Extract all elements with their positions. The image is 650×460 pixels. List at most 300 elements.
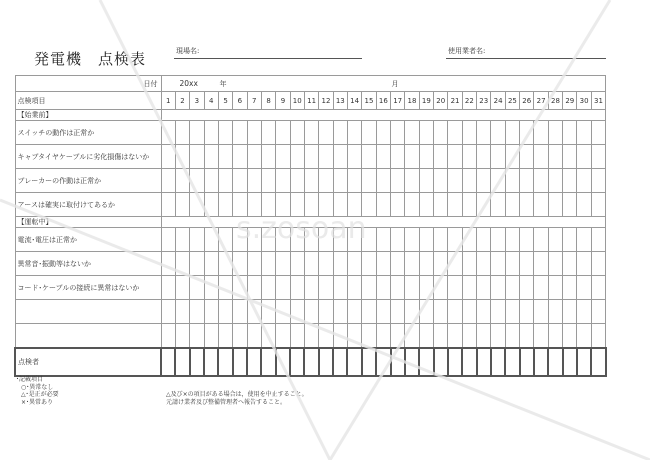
check-cell[interactable] [434,193,448,217]
inspector-cell[interactable] [190,348,204,376]
check-cell[interactable] [161,169,175,193]
check-cell[interactable] [204,228,218,252]
check-cell[interactable] [391,300,405,324]
check-cell[interactable] [347,228,361,252]
check-cell[interactable] [175,121,189,145]
check-cell[interactable] [175,252,189,276]
check-cell[interactable] [362,193,376,217]
check-cell[interactable] [434,252,448,276]
check-cell[interactable] [347,324,361,349]
check-cell[interactable] [247,300,261,324]
check-cell[interactable] [261,169,275,193]
check-cell[interactable] [376,169,390,193]
check-cell[interactable] [534,300,548,324]
check-cell[interactable] [391,145,405,169]
check-cell[interactable] [204,193,218,217]
check-cell[interactable] [591,252,605,276]
check-cell[interactable] [405,252,419,276]
check-cell[interactable] [247,228,261,252]
inspector-cell[interactable] [419,348,433,376]
check-cell[interactable] [333,324,347,349]
inspector-cell[interactable] [520,348,534,376]
check-cell[interactable] [261,145,275,169]
check-cell[interactable] [204,169,218,193]
check-cell[interactable] [190,324,204,349]
check-cell[interactable] [477,252,491,276]
check-cell[interactable] [462,121,476,145]
inspector-cell[interactable] [362,348,376,376]
check-cell[interactable] [534,228,548,252]
check-cell[interactable] [462,228,476,252]
check-cell[interactable] [233,169,247,193]
check-cell[interactable] [534,252,548,276]
check-cell[interactable] [577,324,591,349]
check-cell[interactable] [362,145,376,169]
check-cell[interactable] [376,193,390,217]
check-cell[interactable] [477,228,491,252]
check-cell[interactable] [304,169,318,193]
check-cell[interactable] [405,324,419,349]
check-cell[interactable] [405,169,419,193]
check-cell[interactable] [247,193,261,217]
inspector-cell[interactable] [261,348,275,376]
check-cell[interactable] [376,252,390,276]
check-cell[interactable] [505,169,519,193]
check-cell[interactable] [577,145,591,169]
check-cell[interactable] [233,300,247,324]
inspector-cell[interactable] [434,348,448,376]
check-cell[interactable] [376,145,390,169]
check-cell[interactable] [161,252,175,276]
check-cell[interactable] [247,145,261,169]
check-cell[interactable] [233,193,247,217]
check-cell[interactable] [304,276,318,300]
check-cell[interactable] [548,121,562,145]
inspector-cell[interactable] [491,348,505,376]
check-cell[interactable] [434,276,448,300]
check-cell[interactable] [290,145,304,169]
inspector-cell[interactable] [175,348,189,376]
check-cell[interactable] [505,193,519,217]
check-cell[interactable] [419,276,433,300]
check-cell[interactable] [319,228,333,252]
check-cell[interactable] [319,193,333,217]
check-cell[interactable] [362,121,376,145]
check-cell[interactable] [304,193,318,217]
check-cell[interactable] [534,324,548,349]
check-cell[interactable] [304,300,318,324]
check-cell[interactable] [391,324,405,349]
check-cell[interactable] [462,300,476,324]
check-cell[interactable] [591,300,605,324]
inspector-cell[interactable] [376,348,390,376]
check-cell[interactable] [591,121,605,145]
check-cell[interactable] [534,169,548,193]
check-cell[interactable] [563,276,577,300]
check-cell[interactable] [204,121,218,145]
check-cell[interactable] [419,324,433,349]
check-cell[interactable] [190,145,204,169]
check-cell[interactable] [577,121,591,145]
check-cell[interactable] [462,193,476,217]
check-cell[interactable] [534,276,548,300]
check-cell[interactable] [319,276,333,300]
check-cell[interactable] [548,276,562,300]
check-cell[interactable] [520,252,534,276]
check-cell[interactable] [405,193,419,217]
check-cell[interactable] [376,324,390,349]
check-cell[interactable] [333,121,347,145]
check-cell[interactable] [405,145,419,169]
check-cell[interactable] [505,228,519,252]
check-cell[interactable] [448,300,462,324]
check-cell[interactable] [304,121,318,145]
check-cell[interactable] [563,145,577,169]
check-cell[interactable] [204,324,218,349]
check-cell[interactable] [419,121,433,145]
check-cell[interactable] [347,300,361,324]
check-cell[interactable] [491,193,505,217]
check-cell[interactable] [362,300,376,324]
inspector-cell[interactable] [247,348,261,376]
inspector-cell[interactable] [204,348,218,376]
check-cell[interactable] [534,121,548,145]
check-cell[interactable] [175,145,189,169]
check-cell[interactable] [419,228,433,252]
check-cell[interactable] [520,193,534,217]
check-cell[interactable] [405,228,419,252]
check-cell[interactable] [548,169,562,193]
inspector-cell[interactable] [448,348,462,376]
check-cell[interactable] [290,169,304,193]
check-cell[interactable] [462,145,476,169]
check-cell[interactable] [563,252,577,276]
check-cell[interactable] [261,121,275,145]
check-cell[interactable] [233,324,247,349]
check-cell[interactable] [448,169,462,193]
check-cell[interactable] [290,324,304,349]
inspector-cell[interactable] [534,348,548,376]
check-cell[interactable] [520,324,534,349]
check-cell[interactable] [405,300,419,324]
check-cell[interactable] [276,121,290,145]
check-cell[interactable] [448,121,462,145]
check-cell[interactable] [376,121,390,145]
check-cell[interactable] [405,276,419,300]
check-cell[interactable] [333,169,347,193]
check-cell[interactable] [477,145,491,169]
inspector-cell[interactable] [591,348,605,376]
check-cell[interactable] [261,276,275,300]
check-cell[interactable] [591,169,605,193]
check-cell[interactable] [218,300,232,324]
check-cell[interactable] [591,276,605,300]
check-cell[interactable] [333,276,347,300]
check-cell[interactable] [477,276,491,300]
check-cell[interactable] [161,300,175,324]
check-cell[interactable] [190,228,204,252]
check-cell[interactable] [376,228,390,252]
check-cell[interactable] [548,252,562,276]
check-cell[interactable] [261,193,275,217]
check-cell[interactable] [448,145,462,169]
check-cell[interactable] [391,252,405,276]
check-cell[interactable] [548,324,562,349]
check-cell[interactable] [218,145,232,169]
check-cell[interactable] [290,193,304,217]
check-cell[interactable] [333,228,347,252]
check-cell[interactable] [319,324,333,349]
check-cell[interactable] [276,193,290,217]
inspector-cell[interactable] [333,348,347,376]
check-cell[interactable] [448,252,462,276]
check-cell[interactable] [276,228,290,252]
check-cell[interactable] [491,300,505,324]
check-cell[interactable] [276,300,290,324]
check-cell[interactable] [505,252,519,276]
check-cell[interactable] [218,276,232,300]
inspector-cell[interactable] [290,348,304,376]
check-cell[interactable] [347,121,361,145]
check-cell[interactable] [319,300,333,324]
check-cell[interactable] [462,169,476,193]
check-cell[interactable] [247,324,261,349]
check-cell[interactable] [491,145,505,169]
check-cell[interactable] [563,300,577,324]
check-cell[interactable] [577,228,591,252]
inspector-cell[interactable] [276,348,290,376]
check-cell[interactable] [491,276,505,300]
check-cell[interactable] [477,169,491,193]
check-cell[interactable] [548,193,562,217]
check-cell[interactable] [462,276,476,300]
check-cell[interactable] [591,145,605,169]
check-cell[interactable] [419,252,433,276]
check-cell[interactable] [520,145,534,169]
check-cell[interactable] [247,169,261,193]
check-cell[interactable] [520,300,534,324]
check-cell[interactable] [591,228,605,252]
check-cell[interactable] [563,324,577,349]
check-cell[interactable] [477,193,491,217]
check-cell[interactable] [175,276,189,300]
inspector-cell[interactable] [462,348,476,376]
check-cell[interactable] [175,228,189,252]
check-cell[interactable] [520,228,534,252]
check-cell[interactable] [161,193,175,217]
check-cell[interactable] [304,252,318,276]
check-cell[interactable] [276,145,290,169]
check-cell[interactable] [391,193,405,217]
check-cell[interactable] [347,276,361,300]
date-value-cell[interactable] [161,76,606,92]
inspector-cell[interactable] [391,348,405,376]
check-cell[interactable] [161,324,175,349]
inspector-cell[interactable] [548,348,562,376]
check-cell[interactable] [391,169,405,193]
check-cell[interactable] [290,276,304,300]
check-cell[interactable] [190,193,204,217]
check-cell[interactable] [505,145,519,169]
check-cell[interactable] [505,324,519,349]
check-cell[interactable] [362,228,376,252]
check-cell[interactable] [577,252,591,276]
check-cell[interactable] [247,121,261,145]
check-cell[interactable] [333,300,347,324]
check-cell[interactable] [434,228,448,252]
check-cell[interactable] [204,252,218,276]
check-cell[interactable] [347,252,361,276]
check-cell[interactable] [204,276,218,300]
check-cell[interactable] [448,193,462,217]
check-cell[interactable] [175,169,189,193]
check-cell[interactable] [548,228,562,252]
check-cell[interactable] [319,169,333,193]
check-cell[interactable] [233,121,247,145]
check-cell[interactable] [218,193,232,217]
check-cell[interactable] [161,228,175,252]
check-cell[interactable] [434,324,448,349]
check-cell[interactable] [505,300,519,324]
site-name-field[interactable] [174,58,362,59]
check-cell[interactable] [304,145,318,169]
check-cell[interactable] [448,276,462,300]
inspector-cell[interactable] [319,348,333,376]
check-cell[interactable] [362,276,376,300]
check-cell[interactable] [247,252,261,276]
check-cell[interactable] [347,169,361,193]
check-cell[interactable] [448,228,462,252]
check-cell[interactable] [419,193,433,217]
check-cell[interactable] [477,324,491,349]
check-cell[interactable] [319,252,333,276]
check-cell[interactable] [261,228,275,252]
check-cell[interactable] [391,228,405,252]
check-cell[interactable] [534,145,548,169]
check-cell[interactable] [405,121,419,145]
check-cell[interactable] [190,276,204,300]
check-cell[interactable] [362,169,376,193]
check-cell[interactable] [233,276,247,300]
check-cell[interactable] [577,169,591,193]
inspector-cell[interactable] [405,348,419,376]
check-cell[interactable] [577,276,591,300]
check-cell[interactable] [161,276,175,300]
check-cell[interactable] [333,145,347,169]
check-cell[interactable] [448,324,462,349]
check-cell[interactable] [190,300,204,324]
check-cell[interactable] [190,121,204,145]
check-cell[interactable] [419,169,433,193]
check-cell[interactable] [290,121,304,145]
check-cell[interactable] [520,169,534,193]
check-cell[interactable] [491,169,505,193]
check-cell[interactable] [175,324,189,349]
check-cell[interactable] [261,252,275,276]
check-cell[interactable] [333,252,347,276]
check-cell[interactable] [491,252,505,276]
check-cell[interactable] [563,228,577,252]
inspector-cell[interactable] [304,348,318,376]
check-cell[interactable] [261,324,275,349]
check-cell[interactable] [218,121,232,145]
check-cell[interactable] [333,193,347,217]
check-cell[interactable] [204,145,218,169]
check-cell[interactable] [290,300,304,324]
check-cell[interactable] [161,121,175,145]
check-cell[interactable] [462,324,476,349]
check-cell[interactable] [563,169,577,193]
check-cell[interactable] [233,228,247,252]
check-cell[interactable] [218,324,232,349]
check-cell[interactable] [276,169,290,193]
check-cell[interactable] [276,276,290,300]
check-cell[interactable] [505,276,519,300]
check-cell[interactable] [319,121,333,145]
check-cell[interactable] [548,145,562,169]
check-cell[interactable] [434,145,448,169]
check-cell[interactable] [347,145,361,169]
check-cell[interactable] [218,252,232,276]
check-cell[interactable] [534,193,548,217]
check-cell[interactable] [290,252,304,276]
check-cell[interactable] [319,145,333,169]
check-cell[interactable] [190,252,204,276]
check-cell[interactable] [548,300,562,324]
check-cell[interactable] [434,169,448,193]
check-cell[interactable] [477,121,491,145]
check-cell[interactable] [491,228,505,252]
check-cell[interactable] [462,252,476,276]
check-cell[interactable] [218,228,232,252]
check-cell[interactable] [218,169,232,193]
check-cell[interactable] [434,300,448,324]
check-cell[interactable] [577,193,591,217]
check-cell[interactable] [391,121,405,145]
check-cell[interactable] [520,121,534,145]
check-cell[interactable] [161,145,175,169]
inspector-cell[interactable] [563,348,577,376]
check-cell[interactable] [362,252,376,276]
check-cell[interactable] [247,276,261,300]
check-cell[interactable] [233,145,247,169]
check-cell[interactable] [391,276,405,300]
inspector-cell[interactable] [505,348,519,376]
check-cell[interactable] [563,121,577,145]
check-cell[interactable] [491,121,505,145]
inspector-cell[interactable] [347,348,361,376]
inspector-cell[interactable] [233,348,247,376]
check-cell[interactable] [347,193,361,217]
check-cell[interactable] [290,228,304,252]
check-cell[interactable] [591,193,605,217]
check-cell[interactable] [190,169,204,193]
check-cell[interactable] [591,324,605,349]
check-cell[interactable] [276,324,290,349]
check-cell[interactable] [233,252,247,276]
check-cell[interactable] [204,300,218,324]
check-cell[interactable] [304,324,318,349]
inspector-cell[interactable] [218,348,232,376]
check-cell[interactable] [419,145,433,169]
user-company-field[interactable] [446,58,606,59]
check-cell[interactable] [276,252,290,276]
check-cell[interactable] [505,121,519,145]
check-cell[interactable] [434,121,448,145]
check-cell[interactable] [477,300,491,324]
inspector-cell[interactable] [161,348,175,376]
check-cell[interactable] [261,300,275,324]
